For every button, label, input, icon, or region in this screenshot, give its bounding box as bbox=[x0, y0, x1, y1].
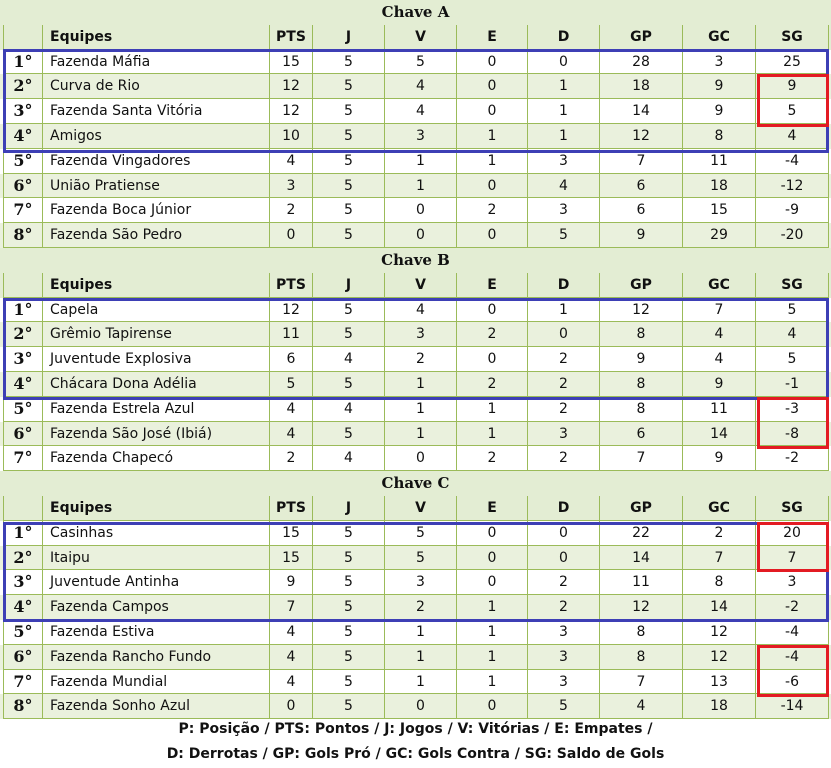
cell-d: 2 bbox=[528, 446, 600, 471]
table-row bbox=[0, 397, 831, 422]
cell-sg: 5 bbox=[756, 298, 829, 323]
cell-j: 5 bbox=[313, 99, 385, 124]
cell-team: Fazenda Estiva bbox=[43, 620, 270, 645]
cell-pos: 2° bbox=[3, 546, 43, 571]
cell-e: 2 bbox=[457, 372, 528, 397]
cell-pos: 7° bbox=[3, 198, 43, 223]
cell-pts: 4 bbox=[270, 620, 313, 645]
header-d: D bbox=[528, 273, 600, 298]
cell-pts: 15 bbox=[270, 546, 313, 571]
cell-d: 3 bbox=[528, 645, 600, 670]
table-row bbox=[0, 198, 831, 223]
cell-e: 1 bbox=[457, 422, 528, 447]
cell-d: 0 bbox=[528, 546, 600, 571]
cell-d: 0 bbox=[528, 521, 600, 546]
cell-pos: 8° bbox=[3, 223, 43, 248]
cell-gp: 6 bbox=[600, 174, 683, 199]
cell-team: Fazenda Mundial bbox=[43, 670, 270, 695]
cell-j: 5 bbox=[313, 620, 385, 645]
table-row bbox=[0, 149, 831, 174]
table-row bbox=[0, 74, 831, 99]
cell-sg: 7 bbox=[756, 546, 829, 571]
cell-j: 5 bbox=[313, 198, 385, 223]
cell-gp: 12 bbox=[600, 595, 683, 620]
header-e: E bbox=[457, 496, 528, 521]
cell-gc: 13 bbox=[683, 670, 756, 695]
cell-gc: 4 bbox=[683, 347, 756, 372]
table-row bbox=[0, 347, 831, 372]
cell-gp: 28 bbox=[600, 50, 683, 75]
cell-v: 1 bbox=[385, 645, 457, 670]
header-gc: GC bbox=[683, 496, 756, 521]
cell-j: 5 bbox=[313, 124, 385, 149]
cell-j: 5 bbox=[313, 149, 385, 174]
cell-pos: 6° bbox=[3, 645, 43, 670]
cell-gp: 8 bbox=[600, 645, 683, 670]
cell-d: 0 bbox=[528, 322, 600, 347]
cell-pos: 4° bbox=[3, 372, 43, 397]
cell-gc: 11 bbox=[683, 149, 756, 174]
cell-d: 2 bbox=[528, 570, 600, 595]
header-e: E bbox=[457, 273, 528, 298]
cell-gp: 22 bbox=[600, 521, 683, 546]
cell-j: 5 bbox=[313, 223, 385, 248]
cell-sg: 25 bbox=[756, 50, 829, 75]
cell-sg: -20 bbox=[756, 223, 829, 248]
cell-v: 3 bbox=[385, 124, 457, 149]
cell-gp: 8 bbox=[600, 620, 683, 645]
cell-pts: 0 bbox=[270, 223, 313, 248]
cell-pos: 3° bbox=[3, 570, 43, 595]
header-pos bbox=[3, 25, 43, 50]
cell-d: 1 bbox=[528, 99, 600, 124]
cell-pos: 7° bbox=[3, 446, 43, 471]
cell-team: Chácara Dona Adélia bbox=[43, 372, 270, 397]
cell-pts: 15 bbox=[270, 521, 313, 546]
header-v: V bbox=[385, 273, 457, 298]
cell-e: 1 bbox=[457, 149, 528, 174]
cell-v: 2 bbox=[385, 347, 457, 372]
cell-v: 2 bbox=[385, 595, 457, 620]
cell-e: 0 bbox=[457, 174, 528, 199]
cell-team: Fazenda Boca Júnior bbox=[43, 198, 270, 223]
cell-v: 5 bbox=[385, 546, 457, 571]
cell-j: 4 bbox=[313, 397, 385, 422]
cell-gp: 6 bbox=[600, 422, 683, 447]
cell-e: 0 bbox=[457, 347, 528, 372]
cell-d: 1 bbox=[528, 124, 600, 149]
header-d: D bbox=[528, 496, 600, 521]
cell-v: 1 bbox=[385, 397, 457, 422]
cell-gc: 14 bbox=[683, 422, 756, 447]
cell-pts: 12 bbox=[270, 74, 313, 99]
cell-gp: 7 bbox=[600, 670, 683, 695]
cell-d: 5 bbox=[528, 694, 600, 719]
cell-gc: 7 bbox=[683, 298, 756, 323]
table-row bbox=[0, 124, 831, 149]
cell-v: 5 bbox=[385, 521, 457, 546]
header-pos bbox=[3, 496, 43, 521]
cell-team: Itaipu bbox=[43, 546, 270, 571]
cell-pos: 2° bbox=[3, 74, 43, 99]
cell-pts: 4 bbox=[270, 149, 313, 174]
cell-team: Casinhas bbox=[43, 521, 270, 546]
cell-e: 0 bbox=[457, 521, 528, 546]
header-sg: SG bbox=[756, 496, 829, 521]
cell-gp: 14 bbox=[600, 546, 683, 571]
cell-j: 5 bbox=[313, 694, 385, 719]
cell-gp: 7 bbox=[600, 149, 683, 174]
cell-v: 0 bbox=[385, 694, 457, 719]
cell-j: 5 bbox=[313, 570, 385, 595]
cell-e: 0 bbox=[457, 99, 528, 124]
cell-d: 0 bbox=[528, 50, 600, 75]
cell-sg: 3 bbox=[756, 570, 829, 595]
header-gc: GC bbox=[683, 273, 756, 298]
cell-pts: 11 bbox=[270, 322, 313, 347]
cell-gc: 3 bbox=[683, 50, 756, 75]
cell-j: 4 bbox=[313, 347, 385, 372]
cell-gc: 11 bbox=[683, 397, 756, 422]
cell-sg: 4 bbox=[756, 124, 829, 149]
cell-sg: 5 bbox=[756, 347, 829, 372]
header-pts: PTS bbox=[270, 496, 313, 521]
cell-team: União Pratiense bbox=[43, 174, 270, 199]
cell-gp: 4 bbox=[600, 694, 683, 719]
cell-d: 3 bbox=[528, 620, 600, 645]
cell-team: Fazenda Máfia bbox=[43, 50, 270, 75]
cell-team: Fazenda Chapecó bbox=[43, 446, 270, 471]
table-row bbox=[0, 694, 831, 719]
cell-gc: 8 bbox=[683, 124, 756, 149]
cell-gc: 29 bbox=[683, 223, 756, 248]
cell-gp: 18 bbox=[600, 74, 683, 99]
cell-pos: 5° bbox=[3, 397, 43, 422]
group-title: Chave B bbox=[0, 248, 831, 273]
cell-sg: 4 bbox=[756, 322, 829, 347]
header-sg: SG bbox=[756, 25, 829, 50]
cell-e: 1 bbox=[457, 124, 528, 149]
cell-gp: 8 bbox=[600, 397, 683, 422]
header-v: V bbox=[385, 496, 457, 521]
cell-j: 5 bbox=[313, 50, 385, 75]
cell-gp: 9 bbox=[600, 223, 683, 248]
cell-pts: 5 bbox=[270, 372, 313, 397]
cell-j: 5 bbox=[313, 372, 385, 397]
cell-pts: 2 bbox=[270, 446, 313, 471]
cell-v: 1 bbox=[385, 149, 457, 174]
cell-e: 0 bbox=[457, 74, 528, 99]
header-d: D bbox=[528, 25, 600, 50]
cell-sg: -2 bbox=[756, 595, 829, 620]
cell-d: 2 bbox=[528, 595, 600, 620]
cell-gc: 8 bbox=[683, 570, 756, 595]
cell-pos: 3° bbox=[3, 99, 43, 124]
cell-d: 2 bbox=[528, 372, 600, 397]
cell-pts: 12 bbox=[270, 99, 313, 124]
cell-d: 2 bbox=[528, 397, 600, 422]
table-row bbox=[0, 645, 831, 670]
cell-gc: 12 bbox=[683, 620, 756, 645]
cell-gp: 12 bbox=[600, 298, 683, 323]
header-j: J bbox=[313, 273, 385, 298]
cell-gc: 4 bbox=[683, 322, 756, 347]
cell-sg: -2 bbox=[756, 446, 829, 471]
cell-v: 3 bbox=[385, 570, 457, 595]
cell-j: 5 bbox=[313, 546, 385, 571]
table-row bbox=[0, 422, 831, 447]
table-row bbox=[0, 521, 831, 546]
cell-e: 0 bbox=[457, 298, 528, 323]
cell-pos: 4° bbox=[3, 595, 43, 620]
cell-j: 5 bbox=[313, 645, 385, 670]
table-row bbox=[0, 99, 831, 124]
header-sg: SG bbox=[756, 273, 829, 298]
cell-e: 2 bbox=[457, 322, 528, 347]
cell-pos: 1° bbox=[3, 521, 43, 546]
cell-pos: 1° bbox=[3, 50, 43, 75]
cell-pos: 8° bbox=[3, 694, 43, 719]
cell-gp: 12 bbox=[600, 124, 683, 149]
cell-gc: 18 bbox=[683, 174, 756, 199]
cell-team: Fazenda Estrela Azul bbox=[43, 397, 270, 422]
cell-e: 0 bbox=[457, 694, 528, 719]
table-row bbox=[0, 298, 831, 323]
cell-sg: -9 bbox=[756, 198, 829, 223]
header-row bbox=[0, 496, 831, 521]
cell-pts: 9 bbox=[270, 570, 313, 595]
table-row bbox=[0, 546, 831, 571]
cell-d: 3 bbox=[528, 422, 600, 447]
cell-team: Juventude Antinha bbox=[43, 570, 270, 595]
cell-pts: 7 bbox=[270, 595, 313, 620]
legend bbox=[0, 717, 831, 767]
cell-pos: 5° bbox=[3, 620, 43, 645]
header-row bbox=[0, 25, 831, 50]
cell-team: Fazenda Rancho Fundo bbox=[43, 645, 270, 670]
cell-e: 2 bbox=[457, 198, 528, 223]
cell-v: 0 bbox=[385, 198, 457, 223]
cell-sg: -14 bbox=[756, 694, 829, 719]
cell-pos: 3° bbox=[3, 347, 43, 372]
cell-sg: -3 bbox=[756, 397, 829, 422]
cell-pos: 6° bbox=[3, 422, 43, 447]
cell-d: 2 bbox=[528, 347, 600, 372]
header-pts: PTS bbox=[270, 25, 313, 50]
cell-team: Grêmio Tapirense bbox=[43, 322, 270, 347]
cell-team: Juventude Explosiva bbox=[43, 347, 270, 372]
cell-gp: 6 bbox=[600, 198, 683, 223]
table-row bbox=[0, 446, 831, 471]
cell-sg: -1 bbox=[756, 372, 829, 397]
cell-gc: 9 bbox=[683, 99, 756, 124]
table-row bbox=[0, 322, 831, 347]
cell-d: 1 bbox=[528, 74, 600, 99]
cell-j: 5 bbox=[313, 521, 385, 546]
cell-v: 1 bbox=[385, 422, 457, 447]
cell-pts: 3 bbox=[270, 174, 313, 199]
table-row bbox=[0, 620, 831, 645]
cell-pts: 10 bbox=[270, 124, 313, 149]
header-team: Equipes bbox=[43, 25, 270, 50]
cell-v: 3 bbox=[385, 322, 457, 347]
header-pos bbox=[3, 273, 43, 298]
cell-sg: -4 bbox=[756, 645, 829, 670]
cell-gp: 7 bbox=[600, 446, 683, 471]
cell-e: 1 bbox=[457, 595, 528, 620]
cell-sg: -6 bbox=[756, 670, 829, 695]
cell-team: Fazenda Vingadores bbox=[43, 149, 270, 174]
group-title: Chave C bbox=[0, 471, 831, 496]
cell-pts: 4 bbox=[270, 645, 313, 670]
cell-e: 1 bbox=[457, 670, 528, 695]
cell-sg: -12 bbox=[756, 174, 829, 199]
cell-sg: -4 bbox=[756, 620, 829, 645]
cell-team: Amigos bbox=[43, 124, 270, 149]
cell-team: Fazenda São José (Ibiá) bbox=[43, 422, 270, 447]
cell-team: Fazenda Santa Vitória bbox=[43, 99, 270, 124]
cell-gc: 7 bbox=[683, 546, 756, 571]
cell-team: Fazenda Sonho Azul bbox=[43, 694, 270, 719]
header-pts: PTS bbox=[270, 273, 313, 298]
cell-e: 0 bbox=[457, 546, 528, 571]
table-row bbox=[0, 570, 831, 595]
cell-pos: 2° bbox=[3, 322, 43, 347]
cell-v: 1 bbox=[385, 174, 457, 199]
cell-pos: 4° bbox=[3, 124, 43, 149]
cell-d: 4 bbox=[528, 174, 600, 199]
cell-d: 3 bbox=[528, 670, 600, 695]
cell-j: 5 bbox=[313, 595, 385, 620]
cell-pts: 4 bbox=[270, 670, 313, 695]
cell-j: 5 bbox=[313, 322, 385, 347]
cell-j: 5 bbox=[313, 670, 385, 695]
cell-v: 0 bbox=[385, 223, 457, 248]
cell-j: 5 bbox=[313, 422, 385, 447]
table-row bbox=[0, 50, 831, 75]
header-gc: GC bbox=[683, 25, 756, 50]
cell-v: 1 bbox=[385, 620, 457, 645]
cell-gp: 8 bbox=[600, 322, 683, 347]
cell-gc: 18 bbox=[683, 694, 756, 719]
cell-v: 4 bbox=[385, 74, 457, 99]
cell-e: 0 bbox=[457, 50, 528, 75]
cell-gc: 15 bbox=[683, 198, 756, 223]
cell-sg: 5 bbox=[756, 99, 829, 124]
cell-v: 5 bbox=[385, 50, 457, 75]
legend-line-2: D: Derrotas / GP: Gols Pró / GC: Gols Contra / SG: Saldo de Gols bbox=[166, 746, 665, 762]
cell-d: 5 bbox=[528, 223, 600, 248]
header-v: V bbox=[385, 25, 457, 50]
header-gp: GP bbox=[600, 25, 683, 50]
cell-sg: 20 bbox=[756, 521, 829, 546]
header-gp: GP bbox=[600, 273, 683, 298]
cell-j: 4 bbox=[313, 446, 385, 471]
table-row bbox=[0, 372, 831, 397]
cell-j: 5 bbox=[313, 74, 385, 99]
cell-sg: -8 bbox=[756, 422, 829, 447]
cell-e: 0 bbox=[457, 570, 528, 595]
cell-pts: 0 bbox=[270, 694, 313, 719]
table-row bbox=[0, 223, 831, 248]
cell-sg: -4 bbox=[756, 149, 829, 174]
cell-gp: 11 bbox=[600, 570, 683, 595]
cell-e: 2 bbox=[457, 446, 528, 471]
cell-v: 4 bbox=[385, 99, 457, 124]
cell-team: Fazenda Campos bbox=[43, 595, 270, 620]
cell-v: 1 bbox=[385, 670, 457, 695]
cell-e: 1 bbox=[457, 620, 528, 645]
cell-team: Curva de Rio bbox=[43, 74, 270, 99]
cell-gp: 9 bbox=[600, 347, 683, 372]
cell-team: Capela bbox=[43, 298, 270, 323]
cell-pts: 2 bbox=[270, 198, 313, 223]
cell-d: 1 bbox=[528, 298, 600, 323]
cell-pts: 12 bbox=[270, 298, 313, 323]
cell-gp: 14 bbox=[600, 99, 683, 124]
table-row bbox=[0, 595, 831, 620]
cell-d: 3 bbox=[528, 198, 600, 223]
header-j: J bbox=[313, 25, 385, 50]
header-row bbox=[0, 273, 831, 298]
cell-pos: 1° bbox=[3, 298, 43, 323]
cell-pts: 4 bbox=[270, 422, 313, 447]
cell-pts: 4 bbox=[270, 397, 313, 422]
cell-sg: 9 bbox=[756, 74, 829, 99]
header-e: E bbox=[457, 25, 528, 50]
cell-gc: 9 bbox=[683, 446, 756, 471]
cell-pos: 6° bbox=[3, 174, 43, 199]
table-row bbox=[0, 174, 831, 199]
header-team: Equipes bbox=[43, 496, 270, 521]
cell-v: 4 bbox=[385, 298, 457, 323]
cell-gc: 9 bbox=[683, 74, 756, 99]
cell-j: 5 bbox=[313, 174, 385, 199]
cell-pts: 6 bbox=[270, 347, 313, 372]
table-row bbox=[0, 670, 831, 695]
cell-gp: 8 bbox=[600, 372, 683, 397]
cell-gc: 12 bbox=[683, 645, 756, 670]
cell-pos: 7° bbox=[3, 670, 43, 695]
group-title: Chave A bbox=[0, 0, 831, 25]
header-gp: GP bbox=[600, 496, 683, 521]
cell-e: 1 bbox=[457, 397, 528, 422]
cell-team: Fazenda São Pedro bbox=[43, 223, 270, 248]
header-team: Equipes bbox=[43, 273, 270, 298]
cell-gc: 2 bbox=[683, 521, 756, 546]
cell-j: 5 bbox=[313, 298, 385, 323]
cell-gc: 9 bbox=[683, 372, 756, 397]
cell-pts: 15 bbox=[270, 50, 313, 75]
cell-e: 0 bbox=[457, 223, 528, 248]
cell-d: 3 bbox=[528, 149, 600, 174]
cell-v: 1 bbox=[385, 372, 457, 397]
cell-pos: 5° bbox=[3, 149, 43, 174]
legend-line-1: P: Posição / PTS: Pontos / J: Jogos / V: Vitórias / E: Empates / bbox=[178, 721, 653, 737]
header-j: J bbox=[313, 496, 385, 521]
cell-e: 1 bbox=[457, 645, 528, 670]
cell-gc: 14 bbox=[683, 595, 756, 620]
cell-v: 0 bbox=[385, 446, 457, 471]
